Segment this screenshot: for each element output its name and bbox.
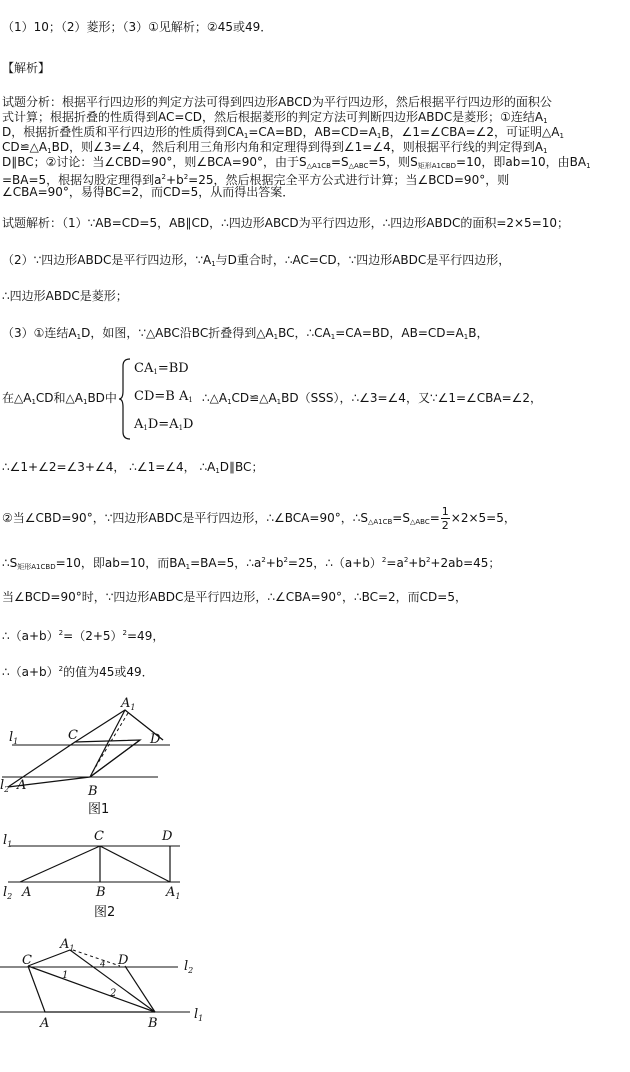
- angle-1-label: 1: [62, 970, 69, 981]
- analysis-line-2: 式计算；根据折叠的性质得到AC=CD，然后根据菱形的判定方法可判断四边形ABDC是菱形；①连结$A_1$: [2, 110, 548, 125]
- segment-ca1: [100, 846, 170, 882]
- fraction-one-half: $\frac{1}{2}$: [441, 505, 449, 532]
- folded-triangle: [28, 950, 155, 1012]
- analysis-header: 【解析】: [2, 61, 51, 75]
- label-l2: $l_2$: [0, 778, 10, 794]
- analysis-line-4: $CD≌\triangle A_1BD$，则∠3=∠4，然后利用三角形内角和定理得到得到∠1=∠4，则根据平行线的判定得到$A_1$: [2, 140, 548, 155]
- label-d: D: [118, 953, 129, 968]
- system-conclusion: $\therefore\triangle A_1CD≌\triangle A_1BD(SSS)$，∴∠3=∠4，又∵∠1=∠CBA=∠2，: [202, 391, 543, 406]
- solution-part-3-intro: （3）①连结$A_1D$，如图，∵△ABC沿BC折叠得到$\triangle A_1BC$，$\therefore CA_1=CA=BD$，$AB=CD=A_1B$，: [2, 326, 489, 341]
- solution-part-1: 试题解析：（1）∵AB=CD=5，AB∥CD，∴四边形ABCD为平行四边形，∴四边形ABDC的面积=2×5=10；: [2, 216, 570, 230]
- label-a1: $A_1$: [121, 696, 136, 712]
- solution-part-2-conclusion: ∴四边形ABDC是菱形；: [2, 289, 128, 303]
- label-l2: $l_2$: [3, 885, 13, 901]
- segment-db: [125, 966, 155, 1012]
- segment-ac: [20, 846, 100, 882]
- label-b: B: [88, 784, 98, 799]
- figure-1: [0, 695, 200, 820]
- label-l1: $l_1$: [194, 1007, 204, 1023]
- label-l1: $l_1$: [3, 833, 13, 849]
- label-l2: $l_2$: [184, 959, 194, 975]
- solution-case-1: ②当∠CBD=90°，∵四边形ABDC是平行四边形，∴∠BCA=90°，$\therefore S_{\triangle A1CB}=S_{\triangle ABC}=$ $\frac{1}{2}$ ×2×5=5，: [2, 505, 516, 532]
- analysis-line-5: D∥BC；②讨论：当∠CBD=90°，则∠BCA=90°，由于$S_{\triangle A1CB}=S_{\triangle ABC}=5$，则$S_{矩形A1CBD}=10$，即ab=10，由$BA_1$: [2, 155, 591, 170]
- solution-part-2: （2）∵四边形ABDC是平行四边形，$\because A_1$与D重合时，∴AC=CD，∵四边形ABDC是平行四边形，: [2, 253, 511, 268]
- label-a1: $A_1$: [166, 885, 181, 901]
- parallelogram-acdb: [8, 740, 140, 787]
- solution-case-2: 当∠BCD=90°时，∵四边形ABDC是平行四边形，∴∠CBA=90°，∴BC=2，而CD=5，: [2, 590, 467, 604]
- answer-line: （1）10；（2）菱形；（3）①见解析；②45或49．: [2, 20, 273, 34]
- segment-db: [90, 740, 140, 777]
- figure-2-caption: 图2: [94, 905, 116, 920]
- label-b: B: [148, 1016, 158, 1031]
- analysis-line-1: 试题分析：根据平行四边形的判定方法可得到四边形ABCD为平行四边形，然后根据平行四边形的面积公: [2, 95, 552, 109]
- label-c: C: [68, 728, 78, 743]
- label-a: A: [22, 885, 32, 900]
- figure-3: [0, 930, 215, 1035]
- system-row-2: CD=B $A_1$: [134, 389, 193, 404]
- label-l1: $l_1$: [9, 730, 19, 746]
- solution-case-1-calc: $\therefore S_{矩形A1CBD}=10$，即ab=10，而$BA_1=BA=5$，$\therefore a^2+b^2=25$，$\therefore(a+b)^2=a^2+b^2+2ab=45$；: [2, 556, 501, 571]
- figure-1-caption: 图1: [88, 802, 110, 817]
- figure-2: [0, 826, 200, 924]
- analysis-line-7: ∠CBA=90°，易得BC=2，而CD=5，从而得出答案．: [2, 185, 295, 199]
- label-d: D: [162, 829, 173, 844]
- label-a1: $A_1$: [60, 937, 75, 953]
- angle-2-label: 2: [110, 988, 117, 999]
- label-c: C: [22, 953, 32, 968]
- system-brace: [118, 358, 132, 440]
- system-row-3: $A_1D=A_1D$: [134, 417, 194, 432]
- label-a: A: [17, 778, 27, 793]
- label-a: A: [40, 1016, 50, 1031]
- solution-parallel-conclusion: ∴∠1+∠2=∠3+∠4， ∴∠1=∠4， $\therefore A_1D\parallel BC$；: [2, 460, 264, 475]
- solution-final-answer: $\therefore(a+b)^2$的值为45或49．: [2, 665, 154, 679]
- system-prefix: 在$\triangle A_1CD$和$\triangle A_1BD$中: [2, 391, 117, 406]
- angle-4-label: 4: [100, 960, 106, 970]
- label-b: B: [96, 885, 106, 900]
- label-c: C: [94, 829, 104, 844]
- solution-case-2-calc: $\therefore(a+b)^2=(2+5)^2=49$，: [2, 629, 165, 643]
- analysis-line-3: D，根据折叠性质和平行四边形的性质得到$CA_1=CA=BD$，$AB=CD=A_1B$，∠1=∠CBA=∠2，可证明$\triangle A_1$: [2, 125, 564, 140]
- system-row-1: $CA_1=BD$: [134, 361, 189, 376]
- segment-a1b: [90, 710, 125, 777]
- analysis-line-6: =BA=5，根据勾股定理得到$a^2+b^2=25$，然后根据完全平方公式进行计算；当∠BCD=90°，则: [2, 173, 510, 187]
- label-d: D: [150, 732, 161, 747]
